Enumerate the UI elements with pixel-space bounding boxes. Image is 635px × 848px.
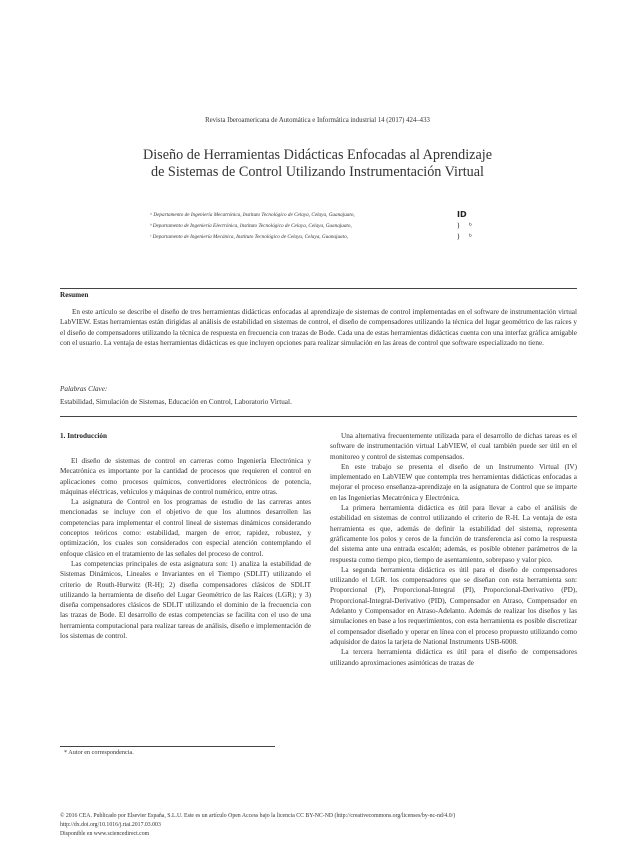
footer-doi[interactable]: http://dx.doi.org/10.1016/j.riai.2017.03.003 [60, 822, 161, 828]
journal-citation: Revista Iberoamericana de Automática e Informática industrial 14 (2017) 424–433 [205, 117, 430, 124]
abstract-text: En este artículo se describe el diseño de tres herramientas didácticas enfocadas al aprendizaje de sistemas de control implementadas en el software de instrumentación virtual LabVIEW. Estas herramientas están dirigidas al análisis de estabilidad en sistemas de control, el diseño de compensadores utilizando la técnica del lugar geométrico de las raíces y el diseño de compensadores utilizando la técnica de respuesta en frecuencia con trazas de Bode. Cada una de estas herramientas didácticas cuenta con una interfaz gráfica amigable con el usuario. La ventaja de estas herramientas didácticas es que incluyen opciones para realizar simulación en las áreas de control que software especializado no tiene. [60, 308, 577, 348]
title-line-2: de Sistemas de Control Utilizando Instrumentación Virtual [150, 164, 485, 180]
keywords-bottom-rule [60, 416, 577, 417]
keywords-heading: Palabras Clave: [60, 385, 108, 393]
right-paragraph: La primera herramienta didáctica es útil para llevar a cabo el análisis de estabilidad en sistemas de control utilizando el criterio de R-H. La ventaja de esta herramienta es que, además de definir la estabilidad del sistema, representa gráficamente los polos y ceros de la función de transferencia así como la respuesta del sistema ante una entrada escalón; además, es posible obtener parámetros de la respuesta como tiempo pico, tiempo de asentamiento, sobrepaso y valor pico. [330, 504, 577, 564]
paper-title [60, 147, 575, 181]
footer-availability[interactable]: Disponible en www.sciencedirect.com [60, 831, 150, 837]
left-column [60, 456, 311, 641]
footer-license: © 2016 CEA. Publicado por Elsevier España, S.L.U. Este es un artículo Open Access bajo la licencia CC BY-NC-ND (http://creativecommons.org/licenses/by-nc-nd/4.0/) [60, 813, 456, 819]
svg-text:ID: ID [457, 210, 467, 219]
abstract-heading: Resumen [60, 291, 89, 299]
keywords-text: Estabilidad, Simulación de Sistemas, Educación en Control, Laboratorio Virtual. [60, 398, 292, 406]
affiliation-b: ᵇ Departamento de Ingeniería Electrónica, Instituto Tecnológico de Celaya, Celaya, Guanajuato, [150, 223, 352, 229]
footnote: * Autor en correspondencia. [64, 749, 134, 756]
affiliation-a: ᵃ Departamento de Ingeniería Mecatrónica, Instituto Tecnológico de Celaya, Celaya, Guanajuato, [150, 212, 355, 218]
right-column [330, 431, 577, 668]
intro-heading: 1. Introducción [60, 432, 107, 440]
left-paragraph: El diseño de sistemas de control en carreras como Ingeniería Electrónica y Mecatrónica es importante por la cantidad de procesos que requieren el control en aplicaciones como procesos químicos, convertidores electrónicos de potencia, máquinas eléctricas, vehículos y máquinas de control numérico, entre otras. [60, 457, 311, 496]
right-paragraph: Una alternativa frecuentemente utilizada para el desarrollo de dichas tareas es el software de instrumentación virtual LabVIEW, el cual también puede ser útil en el monitoreo y control de sistemas compensados. [330, 432, 577, 461]
svg-text:): ) [457, 222, 460, 230]
right-paragraph: La tercera herramienta didáctica es útil para el diseño de compensadores utilizando aproximaciones asintóticas de trazas de [330, 648, 577, 667]
right-paragraph: La segunda herramienta didáctica es útil para el diseño de compensadores utilizando el LGR. los compensadores que se diseñan con esta herramienta son: Proporcional (P), Proporcional-Integral (PI), Proporcional-Derivativo (PD), Proporcional-Integral-Derivativo (PID), Compensador en Atraso, Compensador en Adelanto y Compensador en Atraso-Adelanto. Además de realizar los diseños y las simulaciones en base a los requerimientos, con esta herramienta es posible discretizar el compensador diseñado y operar en línea con el proceso propuesto utilizando como adquisidor de datos la tarjeta de National Instruments USB-6008. [330, 565, 577, 646]
left-paragraph: La asignatura de Control en los programas de estudio de las carreras antes mencionadas se incluye con el objetivo de que los alumnos desarrollen las competencias para implementar el control lineal de sistemas dinámicos considerando conceptos teóricos como: estabilidad, margen de error, rapidez, robustez, y optimización, los cuales son considerados con especial atención contemplando el enfoque clásico en el tratamiento de las señales del proceso de control. [60, 498, 311, 558]
title-line-1: Diseño de Herramientas Didácticas Enfocadas al Aprendizaje [142, 147, 493, 163]
orcid-marks-icon [456, 209, 492, 243]
svg-text:): ) [457, 233, 460, 241]
abstract-top-rule [60, 288, 577, 289]
svg-text:ᵇ: ᵇ [469, 233, 472, 241]
right-paragraph: En este trabajo se presenta el diseño de un Instrumento Virtual (IV) implementado en LabVIEW que contempla tres herramientas didácticas enfocadas a mejorar el proceso enseñanza-aprendizaje en la asignatura de Control que se imparte en las Ingenierías Mecatrónica y Electrónica. [330, 462, 577, 502]
affiliation-c: ᶜ Departamento de Ingeniería Mecánica, Instituto Tecnológico de Celaya, Celaya, Guanajuato, [150, 234, 348, 240]
svg-text:ᵇ: ᵇ [469, 222, 472, 230]
left-paragraph: Las competencias principales de esta asignatura son: 1) analiza la estabilidad de Sistemas Dinámicos, Lineales e Invariantes en el Tiempo (SDLIT) utilizando el criterio de Routh-Hurwitz (R-H); 2) diseña compensadores clásicos de SDLIT utilizando la herramienta de diseño del Lugar Geométrico de las Raíces (LGR); y 3) diseña compensadores clásicos de SDLIT utilizando el dominio de la frecuencia con las trazas de Bode. El desarrollo de estas competencias se facilita con el uso de una herramienta computacional para realizar tareas de análisis, diseño e implementación de los sistemas de control. [60, 559, 311, 641]
footnote-rule [60, 746, 275, 747]
